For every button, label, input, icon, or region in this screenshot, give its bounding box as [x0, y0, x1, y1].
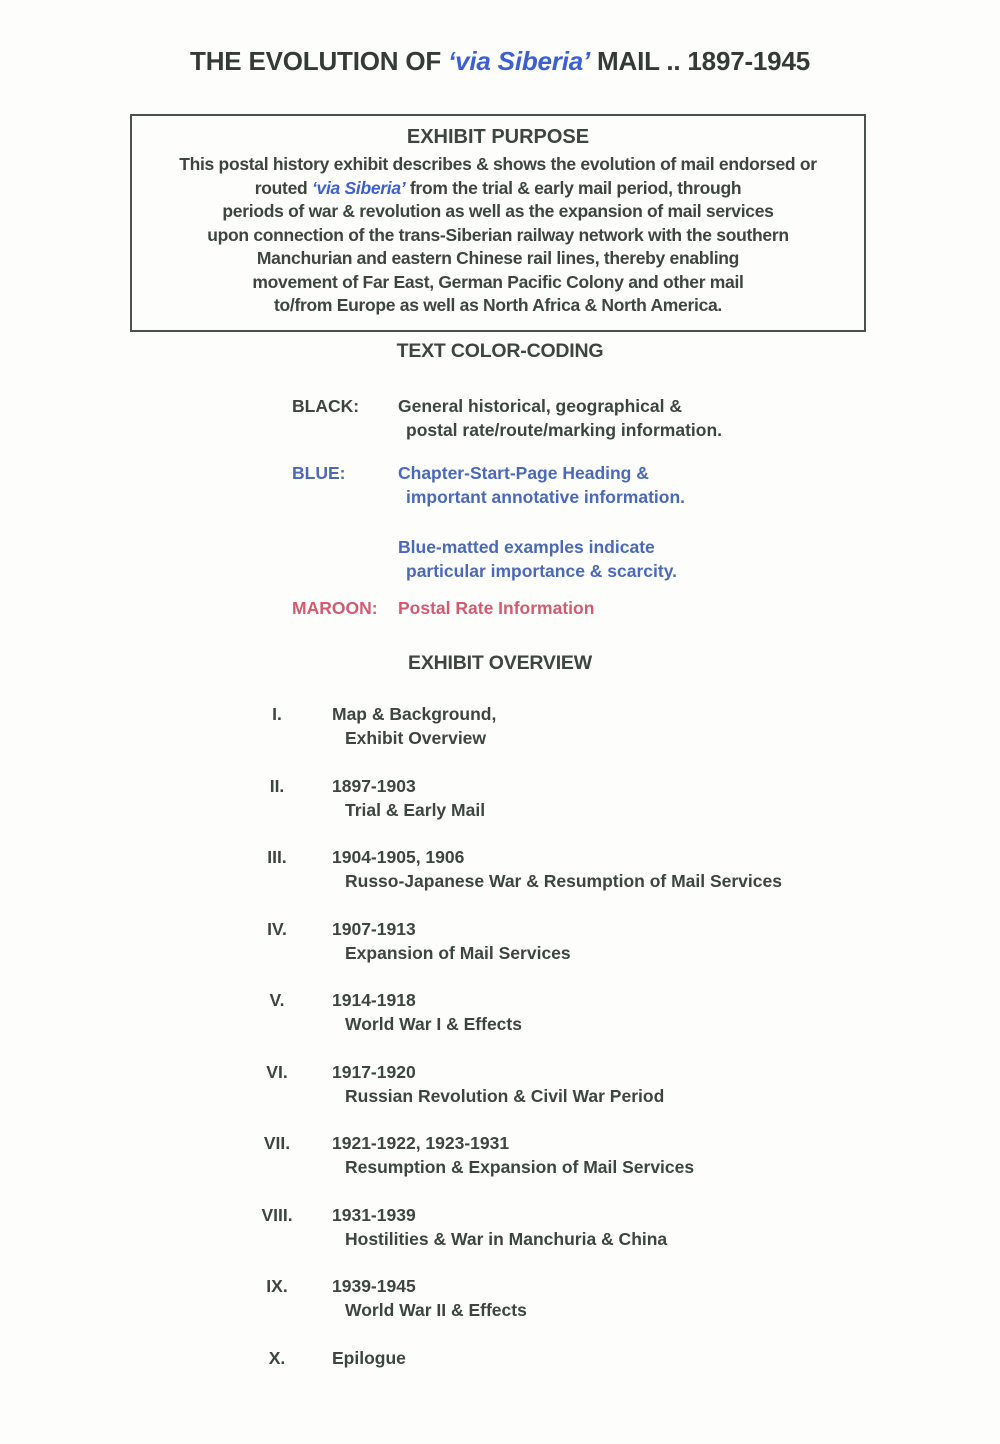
overview-item-text: [332, 1274, 527, 1322]
purpose-line-1: This postal history exhibit describes & shows the evolution of mail endorsed or: [179, 154, 817, 174]
overview-item-text: [332, 702, 496, 750]
overview-item-text: [332, 1131, 694, 1179]
overview-item-line-1: Map & Background,: [332, 704, 497, 724]
overview-item-numeral: VII.: [263, 1133, 291, 1153]
purpose-via-siberia: ‘via Siberia’: [311, 177, 406, 198]
overview-item-numeral: VIII.: [261, 1204, 293, 1225]
purpose-line-4: upon connection of the trans-Siberian railway network with the southern: [207, 224, 789, 245]
purpose-line-3: periods of war & revolution as well as the expansion of mail services: [222, 201, 774, 221]
overview-item-line-2: Hostilities & War in Manchuria & China: [345, 1228, 668, 1249]
exhibit-purpose-box: [130, 114, 866, 332]
overview-item-text: [332, 845, 782, 893]
black-label: BLACK:: [292, 396, 360, 416]
overview-item-line-1: 1917-1920: [332, 1061, 416, 1082]
overview-item-numeral: I.: [272, 704, 282, 724]
overview-item-line-1: Epilogue: [332, 1347, 406, 1368]
purpose-line-2: [136, 177, 860, 201]
page-title-via-siberia: ‘via Siberia’: [448, 46, 591, 76]
exhibit-purpose-heading: EXHIBIT PURPOSE: [406, 126, 590, 148]
overview-item: [240, 1346, 920, 1370]
purpose-line-2-post: from the trial & early mail period, through: [405, 177, 742, 198]
overview-item: [240, 1060, 920, 1108]
overview-item-line-2: Russo-Japanese War & Resumption of Mail Services: [345, 871, 782, 891]
overview-item-line-2: Exhibit Overview: [345, 728, 487, 748]
blue-description: [398, 461, 685, 509]
overview-item: [240, 845, 920, 893]
overview-item-text: [332, 774, 485, 822]
overview-item-line-1: 1907-1913: [332, 918, 416, 939]
overview-item-text: [332, 917, 571, 965]
black-description: [398, 394, 722, 442]
overview-item-line-1: 1921-1922, 1923-1931: [332, 1133, 510, 1153]
exhibit-overview-heading: EXHIBIT OVERVIEW: [408, 652, 592, 674]
blue-label: BLUE:: [292, 463, 346, 483]
overview-item-line-2: Resumption & Expansion of Mail Services: [345, 1157, 695, 1177]
page-title-post: MAIL .. 1897-1945: [590, 46, 810, 76]
overview-item-text: [332, 988, 522, 1036]
overview-item-numeral: V.: [269, 990, 285, 1010]
overview-item-text: [332, 1346, 406, 1370]
page-title-pre: THE EVOLUTION OF: [190, 46, 449, 76]
blue-matted-note: [398, 535, 677, 583]
overview-item-numeral: VI.: [266, 1061, 288, 1082]
overview-item-line-2: Trial & Early Mail: [345, 799, 486, 820]
blue-description-line-2: important annotative information.: [406, 487, 686, 507]
overview-item-line-2: Russian Revolution & Civil War Period: [345, 1085, 665, 1106]
overview-item: [240, 774, 920, 822]
maroon-description: Postal Rate Information: [398, 598, 595, 618]
text-color-coding-heading: TEXT COLOR-CODING: [396, 340, 604, 362]
overview-item: [240, 917, 920, 965]
overview-item: [240, 1274, 920, 1322]
overview-item: [240, 1203, 920, 1251]
overview-item: [240, 702, 920, 750]
overview-item-numeral: III.: [267, 847, 287, 867]
overview-item-text: [332, 1060, 664, 1108]
page-title: [0, 46, 1000, 77]
exhibit-overview-list: [240, 702, 920, 1393]
overview-item-numeral: IV.: [267, 918, 287, 939]
overview-item-line-1: 1939-1945: [332, 1276, 416, 1296]
overview-item-line-1: 1897-1903: [332, 775, 416, 796]
overview-item-numeral: II.: [269, 775, 285, 796]
overview-item-line-2: World War I & Effects: [345, 1014, 522, 1034]
purpose-line-2-pre: routed: [254, 177, 312, 198]
black-description-line-1: General historical, geographical &: [398, 396, 682, 416]
purpose-line-7: to/from Europe as well as North Africa & North America.: [274, 295, 722, 315]
overview-item-line-2: Expansion of Mail Services: [345, 942, 571, 963]
black-description-line-2: postal rate/route/marking information.: [406, 420, 723, 440]
overview-item-line-1: 1931-1939: [332, 1204, 416, 1225]
overview-item: [240, 988, 920, 1036]
blue-matted-note-line-2: particular importance & scarcity.: [406, 561, 678, 581]
blue-description-line-1: Chapter-Start-Page Heading &: [398, 463, 649, 483]
overview-item-line-2: World War II & Effects: [345, 1300, 527, 1320]
purpose-line-5: Manchurian and eastern Chinese rail lines, thereby enabling: [256, 248, 740, 268]
purpose-line-6: movement of Far East, German Pacific Colony and other mail: [252, 271, 744, 292]
overview-item-text: [332, 1203, 667, 1251]
overview-item: [240, 1131, 920, 1179]
overview-item-numeral: IX.: [266, 1276, 288, 1296]
maroon-label: MAROON:: [292, 598, 378, 618]
overview-item-line-1: 1914-1918: [332, 990, 416, 1010]
overview-item-line-1: 1904-1905, 1906: [332, 847, 465, 867]
blue-matted-note-line-1: Blue-matted examples indicate: [398, 537, 655, 557]
overview-item-numeral: X.: [268, 1347, 286, 1368]
